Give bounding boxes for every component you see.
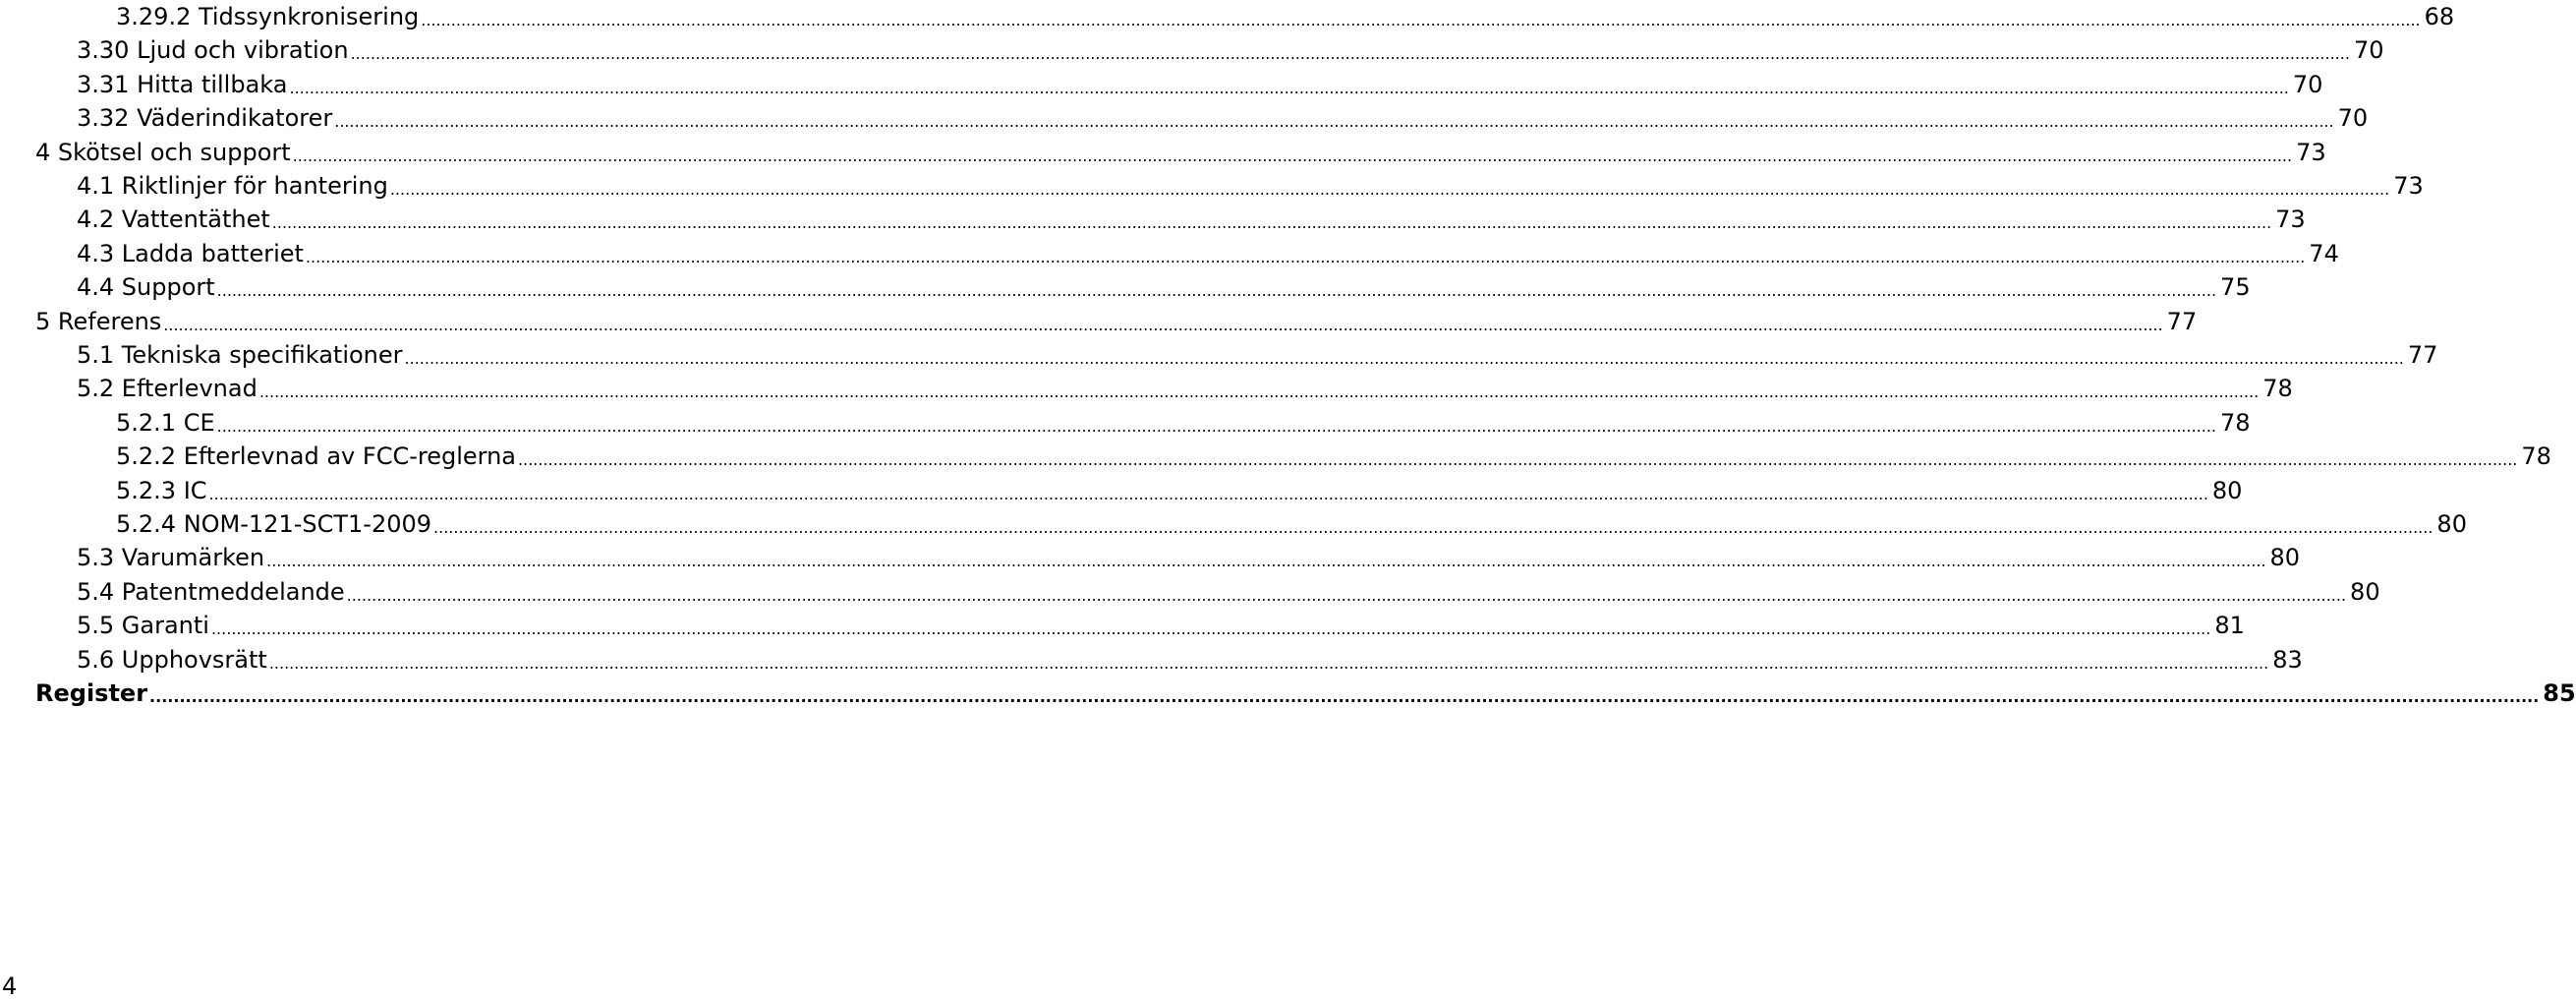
toc-entry[interactable] — [77, 205, 2306, 234]
toc-entry[interactable] — [77, 611, 2245, 640]
toc-dot-leader: ................................................................................................................................................................................................................................................................................................................................................................................................................ — [268, 653, 2269, 673]
toc-dot-leader: ................................................................................................................................................................................................................................................................................................................................................................................................................ — [149, 687, 2540, 706]
toc-dot-leader: ................................................................................................................................................................................................................................................................................................................................................................................................................ — [216, 281, 2217, 301]
toc-entry[interactable] — [77, 577, 2380, 607]
toc-entry-title: 3.29.2 Tidssynkronisering — [116, 3, 420, 30]
toc-entry[interactable] — [35, 307, 2198, 336]
toc-entry[interactable] — [77, 103, 2369, 133]
toc-entry-page-number: 81 — [2214, 612, 2245, 640]
toc-entry-title: 5.4 Patentmeddelande — [77, 577, 345, 606]
toc-entry[interactable] — [116, 408, 2251, 438]
toc-entry-title: 5.5 Garanti — [77, 612, 209, 640]
toc-entry[interactable] — [35, 138, 2326, 167]
toc-entry[interactable] — [77, 272, 2251, 302]
toc-entry-title: 5.2.4 NOM-121-SCT1-2009 — [116, 510, 432, 538]
toc-entry-title: 4 Skötsel och support — [35, 138, 291, 166]
toc-dot-leader: ................................................................................................................................................................................................................................................................................................................................................................................................................ — [346, 585, 2347, 605]
toc-entry[interactable] — [77, 171, 2424, 201]
toc-entry[interactable] — [116, 2, 2455, 31]
toc-entry-page-number: 70 — [2292, 70, 2323, 98]
toc-dot-leader: ................................................................................................................................................................................................................................................................................................................................................................................................................ — [433, 518, 2433, 537]
toc-entry-title: 5.2 Efterlevnad — [77, 375, 258, 403]
toc-entry[interactable] — [77, 543, 2301, 572]
toc-entry-page-number: 77 — [2166, 307, 2198, 335]
toc-entry[interactable] — [77, 35, 2384, 65]
toc-entry-title: 5.1 Tekniska specifikationer — [77, 341, 403, 369]
toc-entry-page-number: 78 — [2220, 408, 2251, 437]
toc-dot-leader: ................................................................................................................................................................................................................................................................................................................................................................................................................ — [421, 11, 2421, 29]
toc-entry-title: 4.2 Vattentäthet — [77, 206, 270, 234]
toc-entry-title: 5 Referens — [35, 307, 162, 335]
toc-entry-page-number: 77 — [2407, 341, 2438, 369]
toc-dot-leader: ................................................................................................................................................................................................................................................................................................................................................................................................................ — [208, 484, 2208, 503]
toc-dot-leader: ................................................................................................................................................................................................................................................................................................................................................................................................................ — [305, 247, 2306, 266]
toc-entry-title: 5.2.2 Efterlevnad av FCC-reglerna — [116, 442, 517, 471]
toc-dot-leader: ................................................................................................................................................................................................................................................................................................................................................................................................................ — [163, 315, 2163, 334]
toc-entry-page-number: 73 — [2296, 138, 2326, 166]
toc-entry-page-number: 83 — [2272, 645, 2303, 674]
toc-dot-leader: ................................................................................................................................................................................................................................................................................................................................................................................................................ — [350, 44, 2350, 64]
toc-dot-leader: ................................................................................................................................................................................................................................................................................................................................................................................................................ — [404, 349, 2404, 368]
toc-dot-leader: ................................................................................................................................................................................................................................................................................................................................................................................................................ — [289, 78, 2289, 97]
toc-dot-leader: ................................................................................................................................................................................................................................................................................................................................................................................................................ — [389, 180, 2390, 199]
toc-entry-page-number: 80 — [2211, 476, 2243, 504]
toc-entry-page-number: 70 — [2353, 36, 2384, 65]
toc-entry-page-number: 80 — [2350, 577, 2380, 606]
toc-dot-leader: ................................................................................................................................................................................................................................................................................................................................................................................................................ — [292, 146, 2293, 165]
toc-entry-page-number: 80 — [2436, 510, 2467, 538]
toc-entry[interactable] — [77, 340, 2438, 370]
toc-entry-title: 3.31 Hitta tillbaka — [77, 70, 288, 98]
toc-entry[interactable] — [116, 509, 2467, 539]
toc-entry[interactable] — [116, 442, 2551, 471]
toc-entry-page-number: 68 — [2424, 3, 2455, 30]
toc-entry[interactable] — [77, 645, 2303, 675]
toc-entry-page-number: 73 — [2393, 172, 2424, 200]
toc-entry-title: 3.30 Ljud och vibration — [77, 36, 349, 65]
toc-entry-title: 5.2.1 CE — [116, 408, 215, 437]
toc-dot-leader: ................................................................................................................................................................................................................................................................................................................................................................................................................ — [271, 213, 2272, 233]
toc-dot-leader: ................................................................................................................................................................................................................................................................................................................................................................................................................ — [266, 552, 2266, 571]
page-number: 4 — [2, 972, 18, 1000]
toc-entry[interactable] — [35, 678, 2576, 708]
toc-entry-page-number: 70 — [2337, 104, 2369, 133]
toc-entry-page-number: 78 — [2521, 442, 2551, 471]
toc-dot-leader: ................................................................................................................................................................................................................................................................................................................................................................................................................ — [518, 450, 2518, 470]
toc-entry-title: 5.6 Upphovsrätt — [77, 645, 267, 674]
toc-entry-title: 5.3 Varumärken — [77, 544, 265, 572]
toc-entry-title: 3.32 Väderindikatorer — [77, 104, 333, 133]
toc-entry[interactable] — [77, 374, 2293, 403]
toc-entry-page-number: 75 — [2220, 273, 2251, 302]
toc-entry-title: 5.2.3 IC — [116, 476, 207, 504]
toc-entry[interactable] — [77, 70, 2323, 99]
toc-entry-title: 4.1 Riktlinjer för hantering — [77, 172, 388, 200]
toc-entry-page-number: 78 — [2262, 375, 2293, 403]
toc-entry[interactable] — [77, 239, 2339, 268]
toc-entry-page-number: 73 — [2275, 206, 2306, 234]
toc-entry-page-number: 74 — [2309, 239, 2339, 267]
toc-entry[interactable] — [116, 476, 2243, 505]
toc-entry-title: 4.3 Ladda batteriet — [77, 239, 304, 267]
toc-dot-leader: ................................................................................................................................................................................................................................................................................................................................................................................................................ — [210, 619, 2211, 639]
toc-entry-page-number: 80 — [2269, 544, 2301, 572]
toc-entry-title: 4.4 Support — [77, 273, 215, 302]
toc-entry-page-number: 85 — [2543, 679, 2576, 707]
toc-dot-leader: ................................................................................................................................................................................................................................................................................................................................................................................................................ — [216, 416, 2216, 436]
toc-entry-title: Register — [35, 679, 148, 707]
toc-dot-leader: ................................................................................................................................................................................................................................................................................................................................................................................................................ — [258, 383, 2260, 402]
toc-dot-leader: ................................................................................................................................................................................................................................................................................................................................................................................................................ — [334, 112, 2334, 132]
